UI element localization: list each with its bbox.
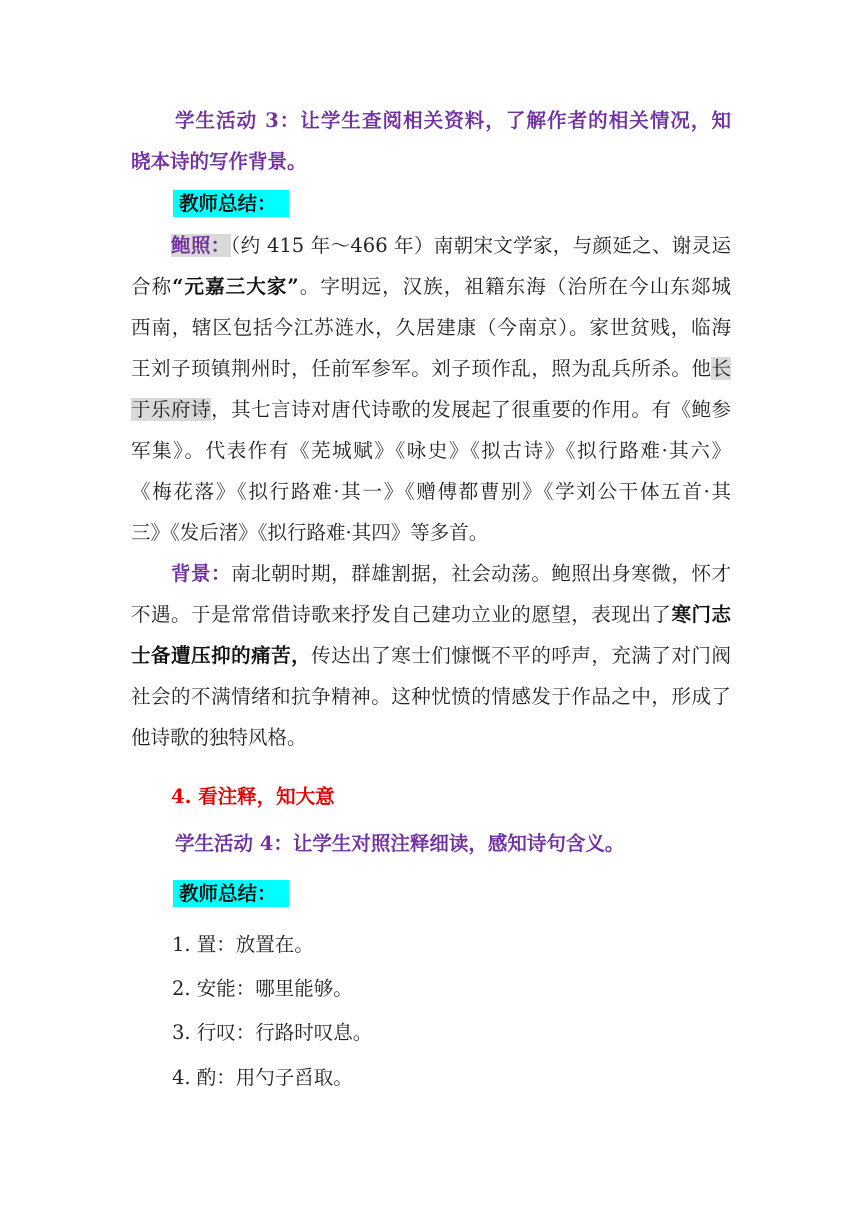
activity-3-line-2: 晓本诗的写作背景。 (131, 150, 307, 173)
background-line-3 (131, 639, 731, 673)
background-line-4: 社会的不满情绪和抗争精神。这种忧愤的情感发于作品之中，形成了 (131, 685, 731, 708)
bio-line-8: 三》《发后渚》《拟行路难·其四》等多首。 (131, 521, 489, 544)
bio-line-3: 西南，辖区包括今江苏涟水，久居建康（今南京）。家世贫贱，临海 (131, 316, 731, 339)
note-item: 1. 置：放置在。 (172, 933, 314, 956)
bio-line-2 (131, 270, 731, 304)
background-line-1 (171, 557, 731, 591)
yuanjia-three-masters: “元嘉三大家” (172, 275, 299, 298)
teacher-summary-label-2 (173, 877, 773, 911)
teacher-summary-label-1 (173, 187, 773, 221)
background-label: 背景： (171, 562, 232, 585)
background-line-2 (131, 598, 731, 632)
bio-highlight-4b: 长 (711, 357, 731, 380)
section-4-heading: 4. 看注释，知大意 (171, 785, 335, 808)
bio-line-4 (131, 352, 731, 386)
note-item: 4. 酌：用勺子舀取。 (172, 1066, 353, 1089)
background-text-2a: 不遇。于是常常借诗歌来抒发自己建功立业的愿望，表现出了 (131, 603, 672, 626)
bio-text-2a: 合称 (131, 275, 173, 298)
background-line-5: 他诗歌的独特风格。 (131, 726, 307, 749)
teacher-summary-highlight-1: 教师总结： (173, 190, 289, 217)
background-bold-3a: 士备遭压抑的痛苦， (131, 644, 312, 667)
background-bold-2b: 寒门志 (671, 603, 731, 626)
background-text-1: 南北朝时期，群雄割据，社会动荡。鲍照出身寒微，怀才 (231, 562, 731, 585)
bio-line-1 (171, 229, 731, 263)
background-text-3b: 传达出了寒士们慷慨不平的呼声，充满了对门阀 (311, 644, 731, 667)
bio-line-7: 《梅花落》《拟行路难·其一》《赠傅都曹别》《学刘公干体五首·其 (131, 480, 731, 503)
bio-text-1: （约 415 年～466 年）南朝宋文学家，与颜延之、谢灵运 (230, 234, 731, 257)
note-item: 2. 安能：哪里能够。 (172, 977, 353, 1000)
bio-text-5b: ，其七言诗对唐代诗歌的发展起了很重要的作用。有《鲍参 (211, 398, 731, 421)
bio-label: 鲍照： (171, 234, 231, 257)
bio-text-4a: 王刘子顼镇荆州时，任前军参军。刘子顼作乱，照为乱兵所杀。他 (131, 357, 712, 380)
teacher-summary-highlight-2: 教师总结： (173, 880, 289, 907)
bio-line-6: 军集》。代表作有《芜城赋》《咏史》《拟古诗》《拟行路难·其六》 (131, 439, 731, 462)
activity-4: 学生活动 4：让学生对照注释细读，感知诗句含义。 (175, 832, 625, 855)
bio-text-2c: 。字明远，汉族，祖籍东海（治所在今山东郯城 (298, 275, 731, 298)
activity-3-line-1: 学生活动 3：让学生查阅相关资料，了解作者的相关情况，知 (175, 109, 731, 132)
bio-highlight-5a: 于乐府诗 (131, 398, 212, 421)
bio-line-5 (131, 393, 731, 427)
note-item: 3. 行叹：行路时叹息。 (172, 1021, 373, 1044)
